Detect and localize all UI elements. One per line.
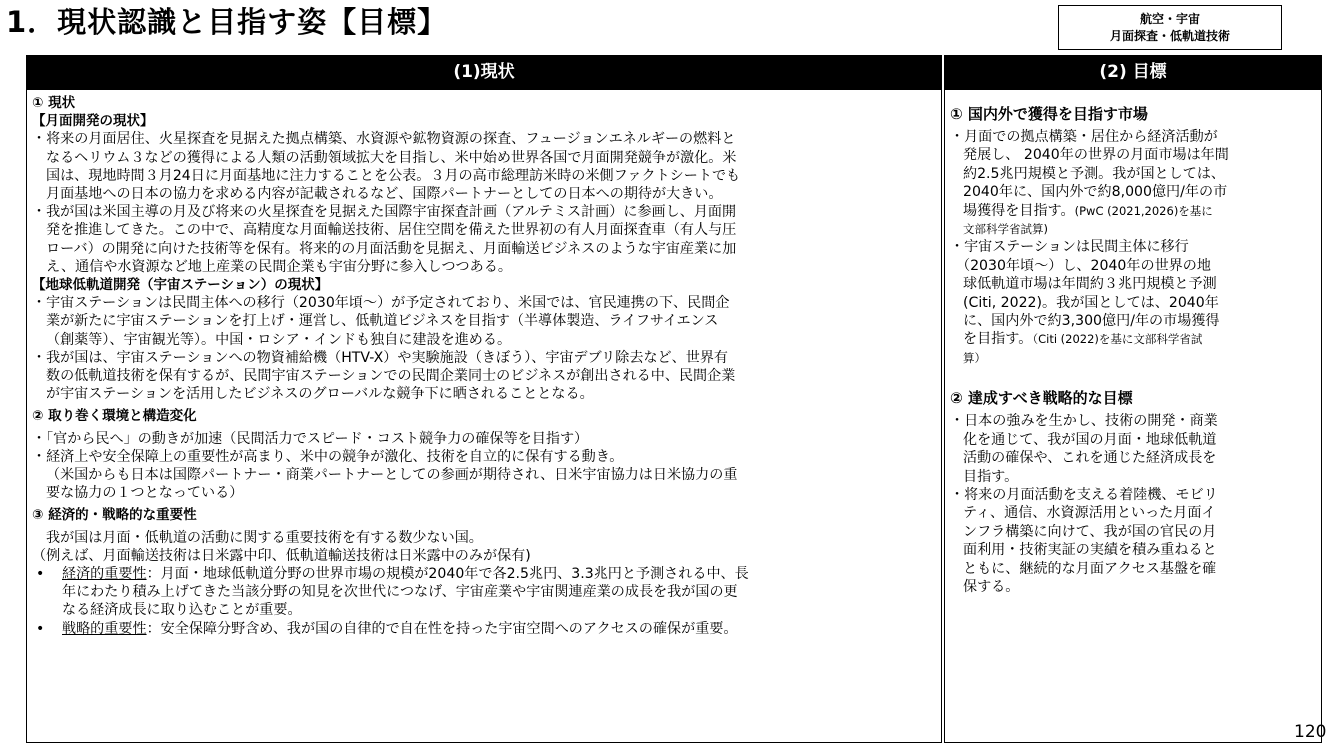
bullet-leo-2: ・我が国は、宇宙ステーションへの物資補給機（HTV-X）や実験施設（きぼう）、宇宙デブリ除去など、世界有 数の低軌道技術を保有するが、民間宇宙ステーションでの民間企業同士のビジネスが創出される中、民間企業 が宇宙ステーションを活用したビジネスのグローバルな競争下に晒されることとなる。 (32, 349, 736, 403)
subheading-leo: 【地球低軌道開発（宇宙ステーション）の現状】 (32, 277, 329, 294)
current-status-panel (26, 55, 942, 743)
bullet-economic-importance: • 経済的重要性：月面・地球低軌道分野の世界市場の規模が2040年で各2.5兆円、3.3兆円と予測される中、長 年にわたり積み上げてきた当該分野の知見を次世代につなげ、宇宙産業や宇宙関連産業の成長を我が国の更 なる経済成長に取り込むことが重要。 (36, 566, 749, 619)
goal-bullet-lunar-market: ・月面での拠点構築・居住から経済活動が 発展し、 2040年の世界の月面市場は年間 約2.5兆円規模と予測。我が国としては、 2040年に、国内外で約8,000億円/年の市 場獲得を目指す。(PwC (2021,2026)を基に 文部科学省試算) (950, 129, 1229, 237)
goal-heading-market: ① 国内外で獲得を目指す市場 (950, 105, 1148, 123)
goals-header: (2) 目標 (945, 56, 1321, 90)
bullet-dot: • (36, 566, 45, 583)
economic-importance-term: 経済的重要性 (62, 566, 147, 583)
category-tag-line2: 月面探査・低軌道技術 (1109, 28, 1230, 43)
bullet-lunar-2: ・我が国は米国主導の月及び将来の火星探査を見据えた国際宇宙探査計画（アルテミス計画）に参画し、月面開 発を推進してきた。この中で、高精度な月面輸送技術、居住空間を備えた世界初の有人月面探査車（有人与圧 ローバ）の開発に向けた技術等を保有。将来的の月面活動を見据え、月面輸送ビジネスのような宇宙産業に加 え、通信や水資源など地上産業の民間企業も宇宙分野に参入しつつある。 (32, 204, 737, 275)
bullet-env-1: ・「官から民へ」の動きが加速（民間活力でスピード・コスト競争力の確保等を目指す） (32, 430, 589, 447)
source-note-citi: （Citi (2022)を基に文部科学省試 (1032, 332, 1203, 347)
bullet-lunar-1: ・将来の月面居住、火星探査を見据えた拠点構築、水資源や鉱物資源の探査、フュージョンエネルギーの燃料と なるヘリウム３などの獲得による人類の活動領域拡大を目指し、米中始め世界各国で月面開発競争が激化。米 国は、現地時間３月24日に月面基地に注力することを公表。３月の高市総理訪米時の米側ファクトシートでも 月面基地への日本の協力を求める内容が記載されるなど、国際パートナーとしての日本への期待が大きい。 (32, 131, 741, 203)
category-tag (1058, 5, 1282, 50)
bullet-env-3: （米国からも日本は国際パートナー・商業パートナーとしての参画が期待され、日米宇宙協力は日米協力の重 要な協力の１つとなっている） (46, 467, 738, 502)
strategic-importance-term: 戦略的重要性 (62, 620, 147, 637)
goal-bullet-leo-market: ・宇宙ステーションは民間主体に移行 （2030年頃～）し、2040年の世界の地 球低軌道市場は年間約３兆円規模と予測 (Citi, 2022)。我が国としては、2040年 に、国内外で約3,300億円/年の市場獲得 を目指す。（Citi (2022)を基に文部科学省試 算） (950, 239, 1220, 365)
goals-panel (944, 55, 1322, 743)
goal-heading-strategic: ② 達成すべき戦略的な目標 (950, 389, 1133, 408)
category-tag-line1: 航空・宇宙 (1139, 11, 1200, 26)
section-heading-importance: ③ 経済的・戦略的な重要性 (32, 507, 197, 524)
importance-text-2: （例えば、月面輸送技術は日米露中印、低軌道輸送技術は日米露中のみが保有) (32, 547, 531, 564)
goal-bullet-infrastructure: ・将来の月面活動を支える着陸機、モビリ ティ、通信、水資源活用といった月面イ ンフラ構築に向けて、我が国の官民の月 面利用・技術実証の実績を積み重ねると ともに、継続的な月面アクセス基盤を確 保する。 (950, 486, 1218, 595)
bullet-leo-1: ・宇宙ステーションは民間主体への移行（2030年頃～）が予定されており、米国では、官民連携の下、民間企 業が新たに宇宙ステーションを打上げ・運営し、低軌道ビジネスを目指す（半導体製造、ライフサイエンス （創薬等）、宇宙観光等）。中国・ロシア・インドも独自に建設を進める。 (32, 295, 730, 348)
bullet-env-2: ・経済上や安全保障上の重要性が高まり、米中の競争が激化、技術を自立的に保有する動き。 (32, 448, 624, 465)
importance-text-1: 我が国は月面・低軌道の活動に関する重要技術を有する数少ない国。 (46, 529, 483, 546)
current-status-header: (1)現状 (27, 56, 941, 90)
section-heading-environment: ② 取り巻く環境と構造変化 (32, 408, 197, 425)
source-note-pwc: (PwC (2021,2026)を基に (1074, 203, 1213, 218)
page-number: 120 (1294, 722, 1327, 742)
goals-body (945, 90, 1321, 596)
section-heading-status: ① 現状 (32, 95, 76, 111)
bullet-strategic-importance: • 戦略的重要性：安全保障分野含め、我が国の自律的で自在性を持った宇宙空間へのアクセスの確保が重要。 (36, 620, 738, 637)
subheading-lunar: 【月面開発の現状】 (32, 113, 154, 130)
bullet-dot: • (36, 620, 45, 637)
current-status-body (27, 90, 941, 638)
goal-bullet-strength: ・日本の強みを生かし、技術の開発・商業 化を通じて、我が国の月面・地球低軌道 活動の確保や、これを通じた経済成長を 目指す。 (950, 413, 1218, 485)
page-title: 1．現状認識と目指す姿【目標】 (6, 5, 448, 39)
